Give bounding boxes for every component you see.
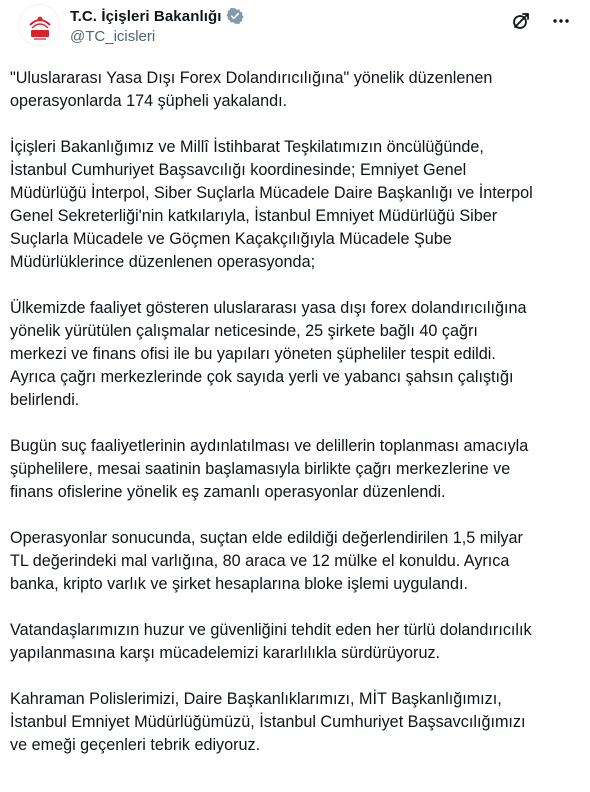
- tweet-paragraph: [10, 435, 576, 504]
- tweet-text: [10, 67, 576, 780]
- tweet-text-line: şüphelilere, mesai saatinin başlamasıyla birlikte çağrı merkezlerine ve: [10, 460, 511, 478]
- tweet-text-line: Müdürlüğü İnterpol, Siber Suçlarla Mücadele Daire Başkanlığı ve İnterpol: [10, 184, 533, 202]
- tweet-text-line: "Uluslararası Yasa Dışı Forex Dolandırıcılığına" yönelik düzenlenen: [10, 69, 493, 87]
- tweet-text-line: Suçlarla Mücadele ve Göçmen Kaçakçılığıyla Mücadele Şube: [10, 230, 452, 248]
- tweet-paragraph: [10, 527, 576, 596]
- tweet-text-line: Operasyonlar sonucunda, suçtan elde edildiği değerlendirilen 1,5 milyar: [10, 529, 523, 547]
- tweet-text-line: İçişleri Bakanlığımız ve Millî İstihbarat Teşkilatımızın öncülüğünde,: [10, 138, 484, 156]
- verified-badge-icon: [226, 7, 244, 25]
- ministry-emblem-icon: [19, 5, 60, 46]
- tweet-paragraph: [10, 136, 576, 274]
- tweet-text-line: Kahraman Polislerimizi, Daire Başkanlıklarımızı, MİT Başkanlığımızı,: [10, 690, 502, 708]
- tweet-header: [10, 0, 576, 62]
- header-actions: [510, 10, 572, 32]
- tweet-text-line: yapılanmasına karşı mücadelemizi kararlılıkla sürdürüyoruz.: [10, 644, 441, 662]
- more-icon[interactable]: [550, 10, 572, 32]
- tweet-text-line: İstanbul Emniyet Müdürlüğümüzü, İstanbul Cumhuriyet Başsavcılığımızı: [10, 713, 526, 731]
- tweet-text-line: İstanbul Cumhuriyet Başsavcılığı koordinesinde; Emniyet Genel: [10, 161, 467, 179]
- account-info[interactable]: [70, 6, 244, 45]
- tweet-text-line: Ayrıca çağrı merkezlerinde çok sayıda yerli ve yabancı şahsın çalıştığı: [10, 368, 514, 386]
- tweet-paragraph: [10, 619, 576, 665]
- tweet-paragraph: [10, 67, 576, 113]
- tweet-text-line: TL değerindeki mal varlığına, 80 araca ve 12 mülke el konuldu. Ayrıca: [10, 552, 510, 570]
- handle[interactable]: @TC_icisleri: [70, 28, 156, 45]
- tweet-text-line: yönelik yürütülen çalışmalar neticesinde, 25 şirkete bağlı 40 çağrı: [10, 322, 478, 340]
- display-name[interactable]: T.C. İçişleri Bakanlığı: [70, 7, 222, 25]
- tweet-text-line: merkezi ve finans ofisi ile bu yapıları yöneten şüpheliler tespit edildi.: [10, 345, 496, 363]
- tweet-text-line: Bugün suç faaliyetlerinin aydınlatılması ve delillerin toplanması amacıyla: [10, 437, 529, 455]
- tweet-text-line: ve emeği geçenleri tebrik ediyoruz.: [10, 736, 261, 754]
- tweet-text-line: Ülkemizde faaliyet gösteren uluslararası yasa dışı forex dolandırıcılığına: [10, 299, 527, 317]
- grok-icon[interactable]: [510, 10, 532, 32]
- tweet-text-line: Genel Sekreterliği'nin katkılarıyla, İstanbul Emniyet Müdürlüğü Siber: [10, 207, 498, 225]
- tweet-text-line: banka, kripto varlık ve şirket hesaplarına bloke işlemi uygulandı.: [10, 575, 468, 593]
- tweet-text-line: finans ofislerine yönelik eş zamanlı operasyonlar düzenlendi.: [10, 483, 446, 501]
- tweet-text-line: Vatandaşlarımızın huzur ve güvenliğini tehdit eden her türlü dolandırıcılık: [10, 621, 532, 639]
- tweet-text-line: belirlendi.: [10, 391, 80, 409]
- tweet-paragraph: [10, 688, 576, 757]
- tweet-text-line: operasyonlarda 174 şüpheli yakalandı.: [10, 92, 288, 110]
- tweet-text-line: Müdürlüklerince düzenlenen operasyonda;: [10, 253, 316, 271]
- avatar[interactable]: [18, 4, 60, 46]
- tweet-paragraph: [10, 297, 576, 412]
